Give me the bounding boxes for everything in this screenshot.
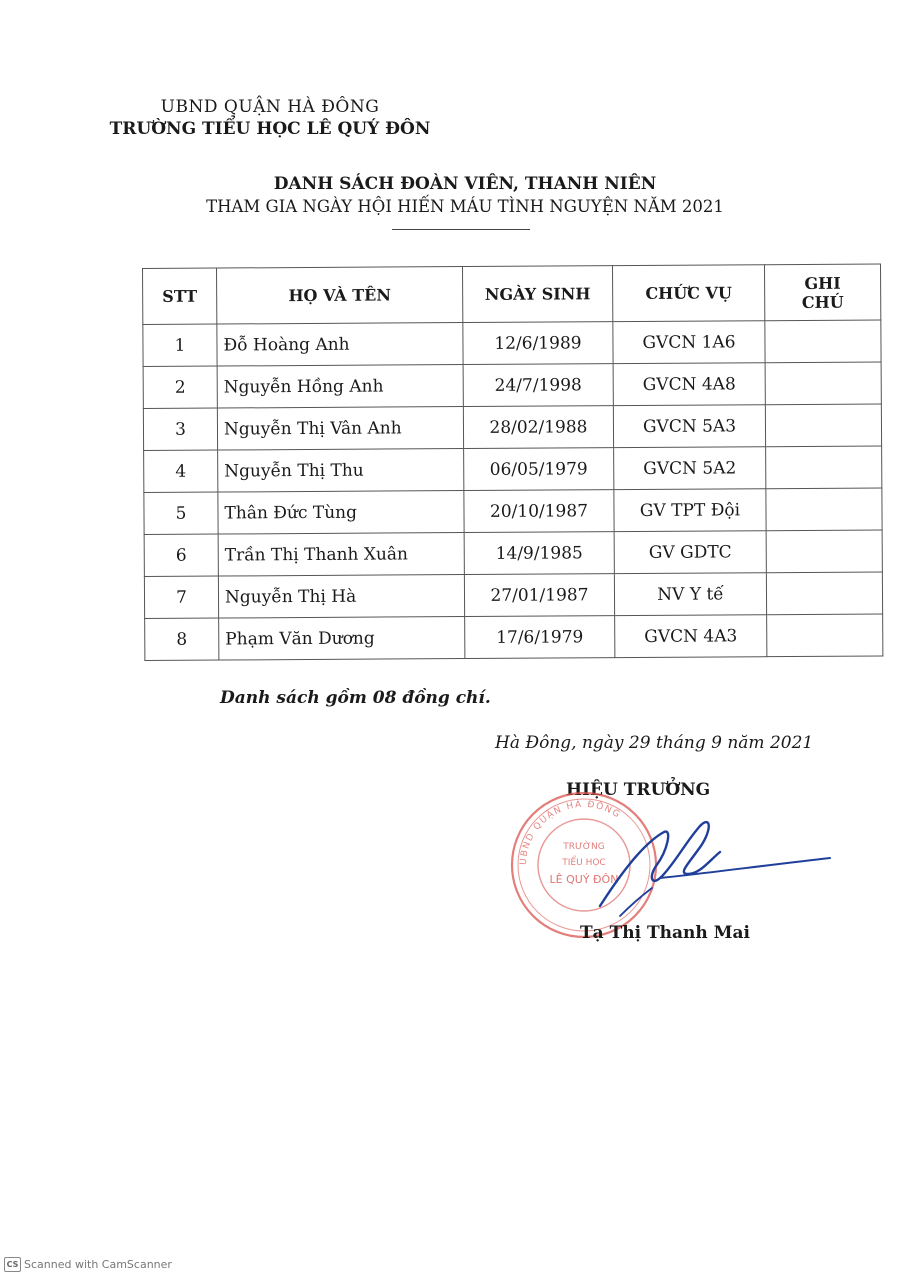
title-underline (392, 229, 530, 230)
place-date-line: Hà Đông, ngày 29 tháng 9 năm 2021 (495, 733, 814, 753)
table-row (143, 404, 881, 451)
row-dob: 14/9/1985 (464, 532, 614, 575)
table-row (144, 530, 882, 577)
row-note (765, 404, 881, 447)
row-dob: 24/7/1998 (463, 364, 613, 407)
title-line-1: DANH SÁCH ĐOÀN VIÊN, THANH NIÊN (273, 174, 657, 194)
table-header-row (143, 264, 881, 325)
row-stt: 8 (145, 618, 219, 660)
row-role: GVCN 4A8 (613, 363, 765, 406)
row-note (767, 614, 883, 657)
row-dob: 28/02/1988 (463, 406, 613, 449)
row-name: Nguyễn Hồng Anh (217, 365, 463, 409)
table-row (143, 320, 881, 367)
row-stt: 7 (144, 576, 218, 618)
row-name: Thân Đức Tùng (218, 491, 464, 535)
scanner-watermark-text: Scanned with CamScanner (24, 1258, 172, 1271)
row-note (766, 488, 882, 531)
row-name: Nguyễn Thị Vân Anh (217, 407, 463, 451)
document-header (80, 96, 460, 140)
header-note (764, 264, 880, 321)
row-note (766, 446, 882, 489)
stamp-ring-text: UBND QUẬN HÀ ĐÔNG (518, 799, 623, 866)
row-role: GVCN 1A6 (613, 321, 765, 364)
scanner-watermark (4, 1257, 172, 1272)
row-note (766, 530, 882, 573)
signer-name: Tạ Thị Thanh Mai (580, 923, 750, 943)
table-row (145, 614, 883, 661)
row-stt: 2 (143, 366, 217, 408)
signature-title: HIỆU TRƯỞNG (566, 780, 711, 800)
row-name: Trần Thị Thanh Xuân (218, 533, 464, 577)
row-role: GVCN 4A3 (615, 615, 767, 658)
header-role: CHỨC VỤ (612, 265, 764, 322)
row-note (766, 572, 882, 615)
table-row (144, 446, 882, 493)
row-stt: 1 (143, 324, 217, 366)
stamp-line-3: LÊ QUÝ ĐÔN (549, 873, 619, 886)
header-dob: NGÀY SINH (462, 266, 612, 323)
row-role: NV Y tế (614, 573, 766, 616)
title-line-2: THAM GIA NGÀY HỘI HIẾN MÁU TÌNH NGUYỆN NĂM 2021 (206, 197, 724, 216)
row-dob: 06/05/1979 (464, 448, 614, 491)
authority-name: UBND QUẬN HÀ ĐÔNG (160, 97, 380, 117)
row-dob: 27/01/1987 (464, 574, 614, 617)
row-name: Đỗ Hoàng Anh (217, 323, 463, 367)
row-role: GVCN 5A2 (614, 447, 766, 490)
header-stt: STT (143, 268, 217, 324)
document-title (150, 173, 780, 219)
header-note-line-2: CHÚ (801, 292, 844, 312)
table-row (143, 362, 881, 409)
row-stt: 4 (144, 450, 218, 492)
row-stt: 5 (144, 492, 218, 534)
handwritten-signature (560, 808, 840, 928)
header-name: HỌ VÀ TÊN (217, 267, 463, 325)
table-row (144, 488, 882, 535)
row-dob: 20/10/1987 (464, 490, 614, 533)
stamp-line-1: TRƯỜNG (563, 842, 605, 852)
row-dob: 17/6/1979 (465, 616, 615, 659)
row-stt: 6 (144, 534, 218, 576)
row-name: Phạm Văn Dương (219, 617, 465, 661)
row-role: GV GDTC (614, 531, 766, 574)
camscanner-logo-icon: CS (4, 1257, 21, 1272)
member-table (142, 263, 883, 661)
row-name: Nguyễn Thị Hà (218, 575, 464, 619)
member-count-note: Danh sách gồm 08 đồng chí. (220, 688, 491, 708)
row-note (765, 362, 881, 405)
table-row (144, 572, 882, 619)
row-role: GVCN 5A3 (613, 405, 765, 448)
row-dob: 12/6/1989 (463, 322, 613, 365)
school-name: TRƯỜNG TIỂU HỌC LÊ QUÝ ĐÔN (109, 119, 431, 139)
row-note (765, 320, 881, 363)
row-stt: 3 (143, 408, 217, 450)
stamp-line-2: TIỂU HỌC (562, 858, 606, 868)
row-name: Nguyễn Thị Thu (218, 449, 464, 493)
row-role: GV TPT Đội (614, 489, 766, 532)
header-note-line-1: GHI (804, 273, 841, 293)
